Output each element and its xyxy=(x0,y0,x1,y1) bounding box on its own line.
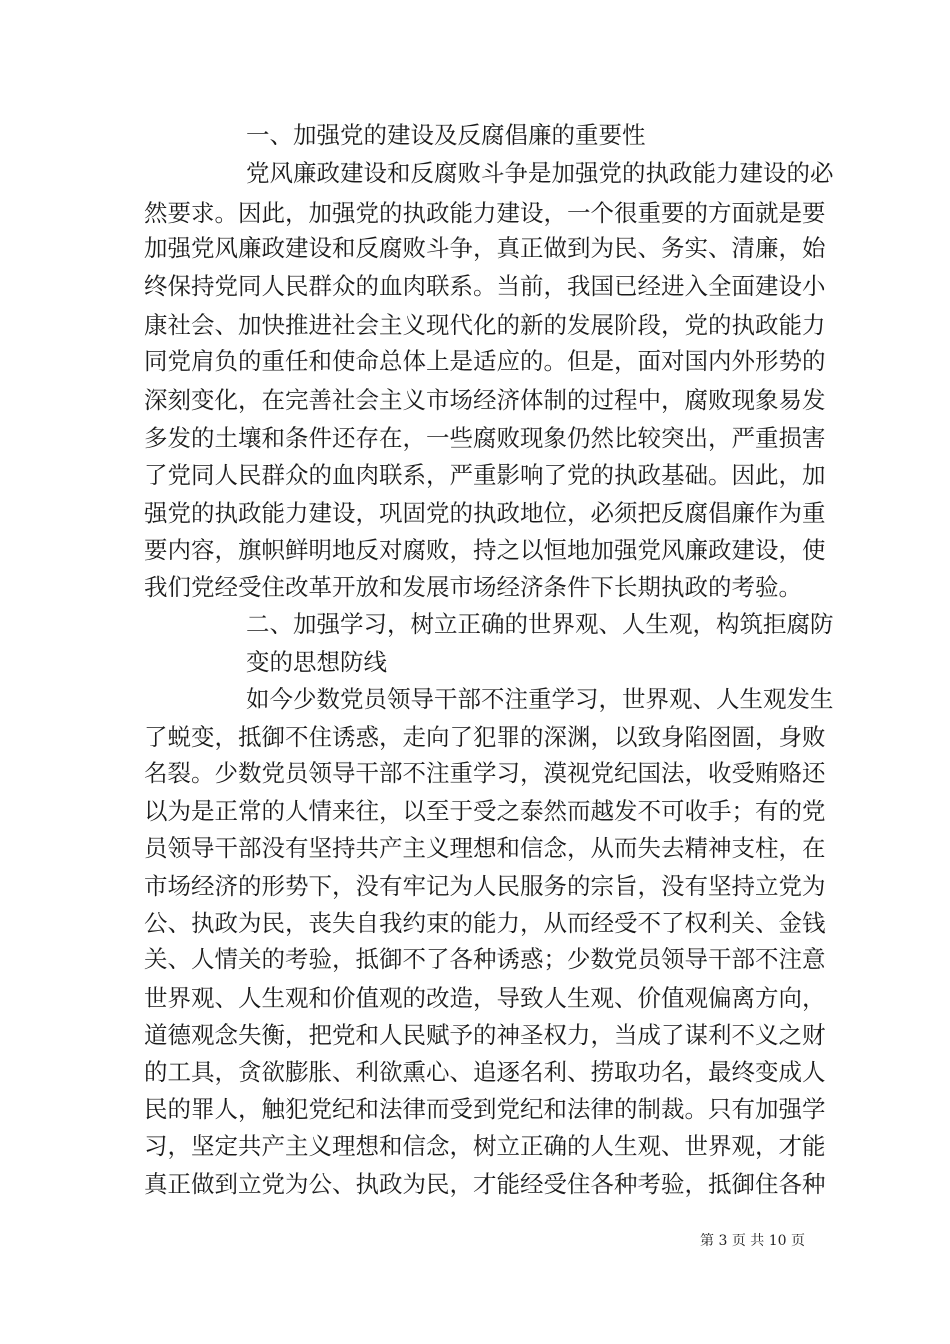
paragraph-1-line: 康社会、加快推进社会主义现代化的新的发展阶段，党的执政能力 xyxy=(144,311,826,339)
paragraph-1-line: 深刻变化，在完善社会主义市场经济体制的过程中，腐败现象易发 xyxy=(144,386,826,414)
paragraph-2-line: 名裂。少数党员领导干部不注重学习，漠视党纪国法，收受贿赂还 xyxy=(144,759,826,787)
heading-2: 二、加强学习，树立正确的世界观、人生观，构筑拒腐防 xyxy=(246,610,834,638)
paragraph-1-line: 要内容，旗帜鲜明地反对腐败，持之以恒地加强党风廉政建设，使 xyxy=(144,536,826,564)
heading-2: 变的思想防线 xyxy=(246,648,387,676)
paragraph-1-line: 然要求。因此，加强党的执政能力建设，一个很重要的方面就是要 xyxy=(144,199,826,227)
paragraph-1-line: 加强党风廉政建设和反腐败斗争，真正做到为民、务实、清廉，始 xyxy=(144,234,826,262)
paragraph-1-line: 同党肩负的重任和使命总体上是适应的。但是，面对国内外形势的 xyxy=(144,347,826,375)
paragraph-1-line: 多发的土壤和条件还存在，一些腐败现象仍然比较突出，严重损害 xyxy=(144,424,826,452)
heading-1: 一、加强党的建设及反腐倡廉的重要性 xyxy=(246,121,646,149)
paragraph-1-line: 我们党经受住改革开放和发展市场经济条件下长期执政的考验。 xyxy=(144,573,802,601)
paragraph-2-line: 关、人情关的考验，抵御不了各种诱惑；少数党员领导干部不注意 xyxy=(144,945,826,973)
paragraph-2-line: 了蜕变，抵御不住诱惑，走向了犯罪的深渊，以致身陷囹圄，身败 xyxy=(144,723,826,751)
paragraph-2-line: 世界观、人生观和价值观的改造，导致人生观、价值观偏离方向， xyxy=(144,984,826,1012)
paragraph-2-line: 道德观念失衡，把党和人民赋予的神圣权力，当成了谋利不义之财 xyxy=(144,1021,826,1049)
page-number-footer: 第 3 页 共 10 页 xyxy=(700,1233,805,1249)
paragraph-2-line: 的工具，贪欲膨胀、利欲熏心、追逐名利、捞取功名，最终变成人 xyxy=(144,1058,826,1086)
paragraph-2-line: 员领导干部没有坚持共产主义理想和信念，从而失去精神支柱，在 xyxy=(144,834,826,862)
paragraph-1-line: 强党的执政能力建设，巩固党的执政地位，必须把反腐倡廉作为重 xyxy=(144,499,826,527)
paragraph-2-line: 习，坚定共产主义理想和信念，树立正确的人生观、世界观，才能 xyxy=(144,1132,826,1160)
paragraph-1-line: 了党同人民群众的血肉联系，严重影响了党的执政基础。因此，加 xyxy=(144,461,826,489)
paragraph-2-line: 如今少数党员领导干部不注重学习，世界观、人生观发生 xyxy=(246,685,834,713)
paragraph-1-line: 终保持党同人民群众的血肉联系。当前，我国已经进入全面建设小 xyxy=(144,272,826,300)
paragraph-2-line: 市场经济的形势下，没有牢记为人民服务的宗旨，没有坚持立党为 xyxy=(144,872,826,900)
paragraph-1-line: 党风廉政建设和反腐败斗争是加强党的执政能力建设的必 xyxy=(246,159,834,187)
paragraph-2-line: 民的罪人，触犯党纪和法律而受到党纪和法律的制裁。只有加强学 xyxy=(144,1095,826,1123)
paragraph-2-line: 真正做到立党为公、执政为民，才能经受住各种考验，抵御住各种 xyxy=(144,1170,826,1198)
paragraph-2-line: 公、执政为民，丧失自我约束的能力，从而经受不了权利关、金钱 xyxy=(144,909,826,937)
paragraph-2-line: 以为是正常的人情来往，以至于受之泰然而越发不可收手；有的党 xyxy=(144,797,826,825)
